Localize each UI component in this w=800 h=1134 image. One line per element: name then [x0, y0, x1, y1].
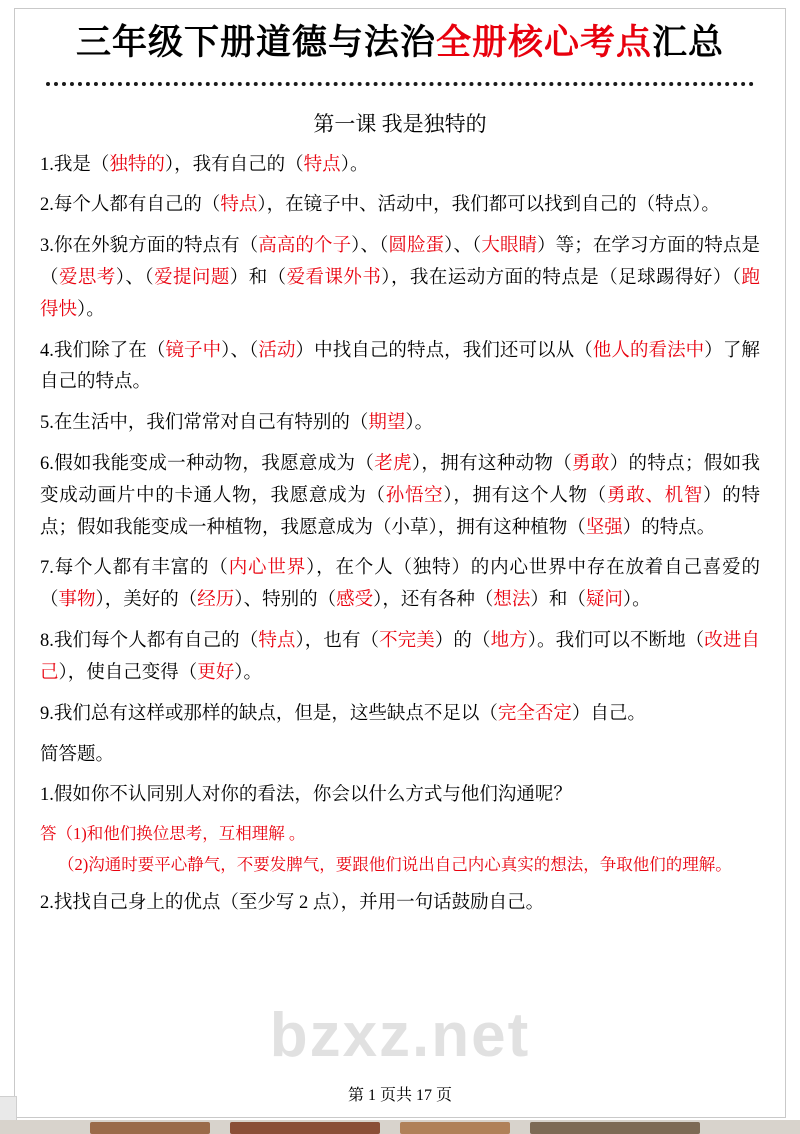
answer-blank-text: 特点 [258, 631, 296, 652]
paragraph-text: ）。 [622, 590, 651, 611]
answer-blank-text: 勇敢、机智 [606, 485, 704, 506]
paragraph-text: ）的特点；假如我变成动画片中的卡通人物，我愿意成为（ [40, 454, 760, 506]
answer-blank-text: 地方 [490, 631, 528, 652]
paragraph-text: ）和（ [530, 590, 586, 611]
watermark: bzxz.net [269, 1001, 531, 1070]
paragraph [40, 150, 760, 182]
paragraph-text: 5.在生活中，我们常常对自己有特别的（ [40, 413, 369, 434]
answer-blank-text: 特点 [303, 154, 341, 175]
lesson-title: 第一课 我是独特的 [313, 111, 487, 136]
paragraph-text: ）、（ [221, 340, 259, 361]
answer-blank-text: 不完美 [379, 631, 435, 652]
paragraph-text: ），在镜子中、活动中，我们都可以找到自己的（特点）。 [257, 195, 720, 216]
paragraph-text: ），也有（ [295, 631, 380, 652]
paragraph [40, 553, 760, 617]
paragraph-text: ），还有各种（ [373, 590, 494, 611]
paragraph [40, 626, 760, 690]
answer-blank-text: 高高的个子 [258, 236, 352, 257]
paragraph-text: ）。 [340, 154, 369, 175]
answer-blank-text: 跑得快 [40, 267, 760, 320]
paragraph [40, 408, 760, 440]
title-highlight: 全册核心考点 [435, 23, 652, 62]
answer-blank-text: 爱思考 [58, 267, 116, 288]
answer-blank-text: 镜子中 [165, 340, 222, 361]
paragraph-text: ）。 [234, 662, 263, 683]
answer-blank-text: 完全否定 [497, 703, 572, 724]
answer-blank-text: 疑问 [585, 590, 623, 611]
paragraph [40, 699, 760, 731]
answer-blank-text: 孙悟空 [385, 485, 444, 506]
paragraph [40, 449, 760, 544]
document-body [40, 150, 760, 920]
answer-blank-text: 更好 [197, 662, 235, 683]
paragraph-text: ），我有自己的（ [164, 154, 304, 175]
paragraph [40, 780, 760, 812]
paragraph-text: ）、（ [444, 236, 482, 257]
paragraph [40, 231, 760, 326]
answer-blank-text: 坚强 [585, 517, 623, 538]
paragraph-text: 2.找找自己身上的优点（至少写 2 点），并用一句话鼓励自己。 [40, 892, 545, 913]
answer-blank-text: 想法 [493, 590, 531, 611]
paragraph-text: ）。我们可以不断地（ [527, 631, 705, 652]
answer-blank-text: 大眼睛 [481, 236, 538, 257]
next-page-preview [0, 1120, 800, 1134]
answer-blank-text: 内心世界 [228, 558, 307, 579]
paragraph-text: ），拥有这个人物（ [443, 485, 607, 506]
paragraph-text: 简答题。 [40, 744, 115, 765]
paragraph-text: ）的特点；假如我能变成一种植物，我愿意成为（小草），拥有这种植物（ [40, 485, 760, 538]
answer-blank-text: 他人的看法中 [592, 340, 705, 361]
answer-blank-text: 活动 [258, 340, 296, 361]
answer-blank-text: 爱提问题 [154, 267, 230, 288]
paragraph-text: 9.我们总有这样或那样的缺点，但是，这些缺点不足以（ [40, 703, 498, 724]
paragraph-text: ），我在运动方面的特点是（足球踢得好）（ [381, 267, 742, 288]
paragraph-text: ）的（ [434, 631, 491, 652]
document-content [40, 20, 760, 928]
paragraph-text: 6.假如我能变成一种动物，我愿意成为（ [40, 454, 375, 474]
paragraph-text: ），拥有这种动物（ [411, 454, 573, 474]
paragraph-text: ），在个人（独特）的内心世界中存在放着自己喜爱的（ [40, 558, 760, 611]
paragraph-text: 3.你在外貌方面的特点有（ [40, 236, 259, 257]
answer-text: （2)沟通时要平心静气，不要发脾气，要跟他们说出自己内心真实的想法，争取他们的理解。 [58, 854, 732, 874]
title-part-1: 三年级下册道德与法治 [75, 23, 436, 62]
paragraph-text: ）。 [77, 299, 105, 320]
paragraph [40, 336, 760, 400]
paragraph-text: ）。 [405, 413, 434, 434]
page-title [40, 20, 760, 66]
paragraph-text: ），美好的（ [95, 590, 198, 611]
answer-blank-text: 期望 [368, 413, 406, 434]
page-side-tab [0, 1096, 17, 1122]
answer-blank-text: 事物 [58, 590, 96, 611]
paragraph-text: ）、（ [351, 236, 389, 257]
answer-blank-text: 勇敢 [572, 454, 610, 474]
answer-blank-text: 爱看课外书 [286, 267, 382, 288]
title-divider [46, 76, 754, 86]
paragraph-text: 1.假如你不认同别人对你的看法，你会以什么方式与他们沟通呢？ [40, 785, 572, 806]
paragraph [40, 740, 760, 772]
paragraph-text: 7.每个人都有丰富的（ [40, 558, 229, 579]
paragraph-text: ）自己。 [571, 703, 646, 724]
answer-blank-text: 独特的 [109, 154, 165, 175]
page-footer: 第 1 页共 17 页 [347, 1087, 452, 1104]
answer-blank-text: 特点 [220, 195, 258, 216]
paragraph-text: 2.每个人都有自己的（ [40, 195, 221, 216]
paragraph-text: 1.我是（ [40, 154, 110, 175]
paragraph-text: ）等；在学习方面的特点是（ [40, 236, 760, 288]
paragraph [40, 190, 760, 222]
paragraph-text: ）、（ [115, 267, 155, 288]
paragraph-text: ）的特点。 [622, 517, 716, 538]
paragraph-text: ）了解自己的特点。 [40, 340, 760, 393]
paragraph [40, 888, 760, 920]
title-part-2: 汇总 [652, 23, 725, 62]
answer-blank-text: 老虎 [374, 454, 412, 474]
answer-blank-text: 圆脸蛋 [388, 236, 445, 257]
paragraph-text: 8.我们每个人都有自己的（ [40, 631, 259, 652]
paragraph-text: ）、特别的（ [234, 590, 337, 611]
paragraph-text: ）中找自己的特点，我们还可以从（ [295, 340, 593, 361]
paragraph-text: ）和（ [229, 267, 287, 288]
answer-blank-text: 感受 [336, 590, 374, 611]
paragraph-text: 4.我们除了在（ [40, 340, 166, 361]
answer-text: 答（1)和他们换位思考，互相理解 。 [40, 824, 306, 844]
answer-blank-text: 经历 [197, 590, 235, 611]
paragraph-text: ），使自己变得（ [58, 662, 198, 683]
answer-blank-text: 改进自己 [40, 631, 760, 683]
